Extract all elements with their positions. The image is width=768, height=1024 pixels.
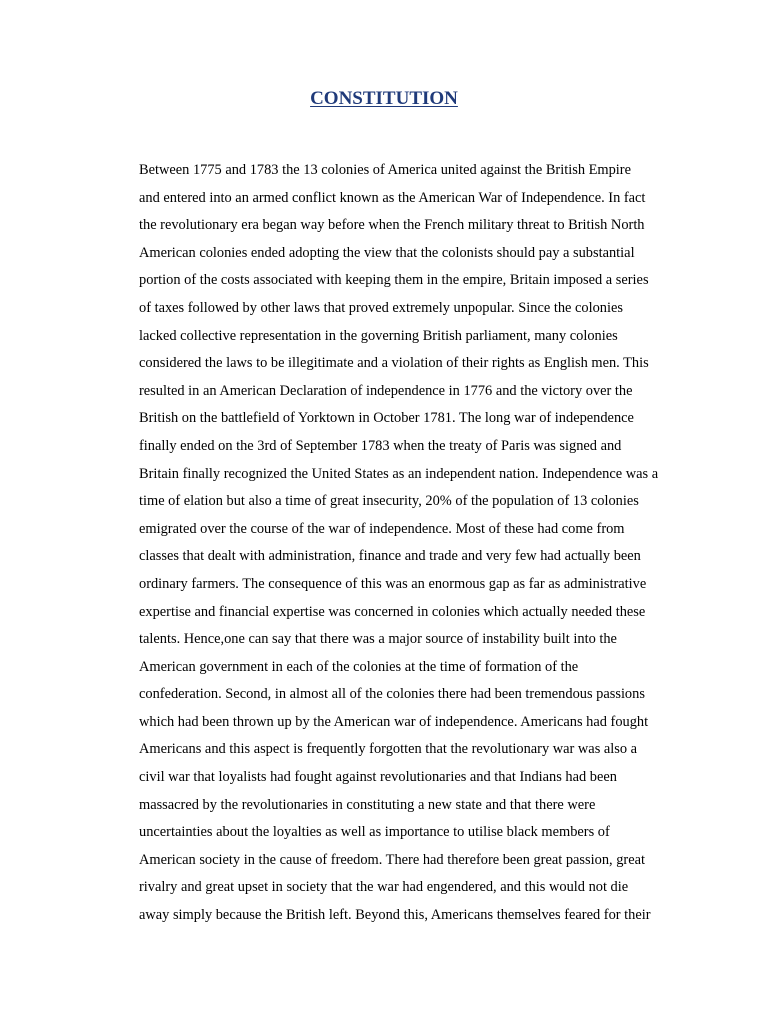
paragraph-line: British on the battlefield of Yorktown in October 1781. The long war of independence [139,410,634,427]
paragraph-line: time of elation but also a time of great insecurity, 20% of the population of 13 colonies [139,493,639,510]
paragraph-line: which had been thrown up by the American war of independence. Americans had fought [139,713,649,730]
paragraph-line: lacked collective representation in the governing British parliament, many colonies [139,327,618,344]
paragraph-line: talents. Hence,one can say that there was a major source of instability built into the [139,631,617,648]
paragraph-line: portion of the costs associated with keeping them in the empire, Britain imposed a series [139,272,649,289]
paragraph-line: ordinary farmers. The consequence of this was an enormous gap as far as administrative [139,575,647,592]
paragraph-line: of taxes followed by other laws that proved extremely unpopular. Since the colonies [139,299,623,316]
paragraph-line: and entered into an armed conflict known as the American War of Independence. In fact [139,189,646,206]
paragraph-line: considered the laws to be illegitimate and a violation of their rights as English men. This [139,355,649,372]
body-paragraph [139,157,659,930]
paragraph-line: emigrated over the course of the war of independence. Most of these had come from [139,520,625,537]
page-title: CONSTITUTION [310,88,458,109]
paragraph-line: Between 1775 and 1783 the 13 colonies of America united against the British Empire [139,162,631,178]
paragraph-line: massacred by the revolutionaries in constituting a new state and that there were [139,796,596,813]
paragraph-line: expertise and financial expertise was concerned in colonies which actually needed these [139,603,646,620]
paragraph-line: American society in the cause of freedom. There had therefore been great passion, great [139,851,645,868]
paragraph-line: resulted in an American Declaration of independence in 1776 and the victory over the [139,382,633,399]
paragraph-line: finally ended on the 3rd of September 1783 when the treaty of Paris was signed and [139,437,622,454]
paragraph-line: Britain finally recognized the United States as an independent nation. Independence was a [139,465,659,482]
paragraph-line: confederation. Second, in almost all of the colonies there had been tremendous passions [139,686,645,703]
paragraph-line: rivalry and great upset in society that the war had engendered, and this would not die [139,879,629,896]
paragraph-line: away simply because the British left. Beyond this, Americans themselves feared for their [139,907,651,924]
paragraph-line: the revolutionary era began way before when the French military threat to British North [139,217,645,234]
paragraph-line: civil war that loyalists had fought against revolutionaries and that Indians had been [139,769,617,786]
paragraph-line: Americans and this aspect is frequently forgotten that the revolutionary war was also a [139,741,638,758]
paragraph-line: uncertainties about the loyalties as well as importance to utilise black members of [139,824,610,841]
paragraph-line: classes that dealt with administration, finance and trade and very few had actually been [139,548,641,565]
paragraph-line: American government in each of the colonies at the time of formation of the [139,658,579,675]
paragraph-line: American colonies ended adopting the view that the colonists should pay a substantial [139,244,635,261]
